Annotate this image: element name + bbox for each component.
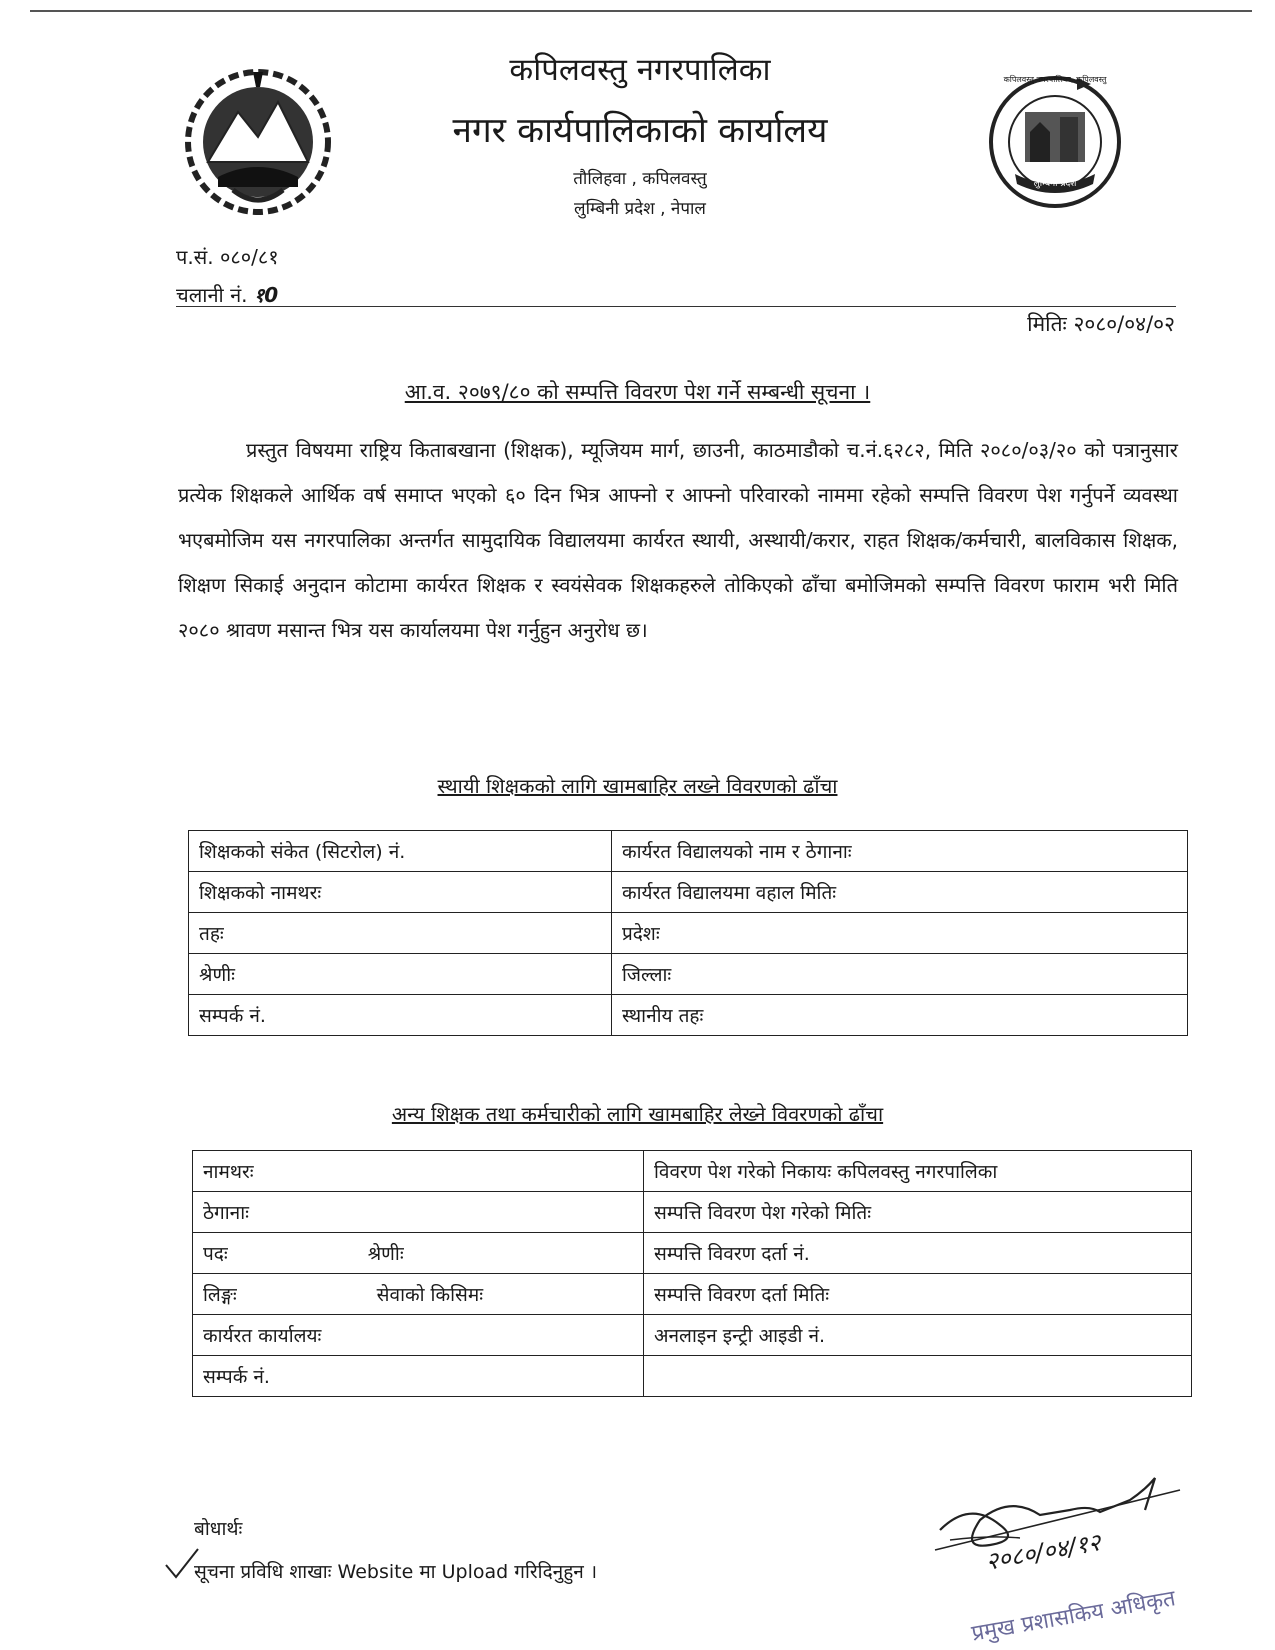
fiscal-reference: प.सं. ०८०/८१ [176, 245, 279, 269]
notice-body: प्रस्तुत विषयमा राष्ट्रिय किताबखाना (शिक्षक), म्यूजियम मार्ग, छाउनी, काठमाडौको च.नं.६२८२, मिति २०८०/०३/२० को पत्रानुसार प्रत्येक शिक्षकले आर्थिक वर्ष समाप्त भएको ६० दिन भित्र आफ्नो र आफ्नो परिवारको नाममा रहेको सम्पत्ति विवरण पेश गर्नुपर्ने व्यवस्था भएबमोजिम यस नगरपालिका अन्तर्गत सामुदायिक विद्यालयमा कार्यरत स्थायी, अस्थायी/करार, राहत शिक्षक/कर्मचारी, बालविकास शिक्षक, शिक्षण सिकाई अनुदान कोटामा कार्यरत शिक्षक र स्वयंसेवक शिक्षकहरुले तोकिएको ढाँचा बमोजिमको सम्पत्ति विवरण फाराम भरी मिति २०८० श्रावण मसान्त भित्र यस कार्यालयमा पेश गर्नुहुन अनुरोध छ। [178, 438, 1178, 642]
table-cell [193, 1274, 644, 1315]
address-line-1: तौलिहवा , कपिलवस्तु [573, 169, 707, 189]
table1-caption-text: स्थायी शिक्षकको लागि खामबाहिर लख्ने विवरणको ढाँचा [437, 774, 838, 798]
table-cell: कार्यरत विद्यालयको नाम र ठेगानाः [612, 831, 1188, 872]
table-cell: अनलाइन इन्ट्री आइडी नं. [644, 1315, 1192, 1356]
table-row [193, 1356, 1192, 1397]
cell-label: लिङ्गः [203, 1284, 237, 1306]
table-cell [193, 1192, 644, 1233]
table-row [193, 1151, 1192, 1192]
table-cell: जिल्लाः [612, 954, 1188, 995]
nepal-coat-of-arms-icon [178, 62, 338, 222]
dispatch-number [176, 281, 278, 308]
cell-label-2: सेवाको किसिमः [376, 1284, 484, 1306]
municipality-seal-icon [985, 72, 1125, 212]
table-row [189, 872, 1188, 913]
table-cell [644, 1356, 1192, 1397]
table1-caption [0, 772, 1275, 799]
cell-label: कार्यरत कार्यालयः [203, 1325, 322, 1347]
table-cell: सम्पत्ति विवरण दर्ता नं. [644, 1233, 1192, 1274]
table-row [189, 995, 1188, 1036]
subject-text: आ.व. २०७९/८० को सम्पत्ति विवरण पेश गर्ने सम्बन्धी सूचना । [404, 380, 871, 404]
official-stamp: प्रमुख प्रशासकिय अधिकृत [969, 1586, 1178, 1647]
table-cell [193, 1151, 644, 1192]
permanent-teacher-table [188, 830, 1188, 1036]
table-cell: सम्पत्ति विवरण दर्ता मितिः [644, 1274, 1192, 1315]
cell-label: सम्पर्क नं. [203, 1366, 270, 1388]
cell-label: नामथरः [203, 1161, 254, 1183]
table-cell: सम्पत्ति विवरण पेश गरेको मितिः [644, 1192, 1192, 1233]
office-name: नगर कार्यपालिकाको कार्यालय [452, 111, 828, 151]
table-row [193, 1233, 1192, 1274]
table-cell: तहः [189, 913, 612, 954]
table-cell: श्रेणीः [189, 954, 612, 995]
table-cell: सम्पर्क नं. [189, 995, 612, 1036]
table-row [189, 954, 1188, 995]
address-line-2: लुम्बिनी प्रदेश , नेपाल [574, 199, 706, 219]
letter-date: मितिः २०८०/०४/०२ [1027, 312, 1175, 336]
table-cell [193, 1356, 644, 1397]
top-border-line [30, 10, 1252, 12]
signature-date: २०८०/०४/१२ [983, 1528, 1103, 1576]
table-cell [193, 1315, 644, 1356]
table-cell: शिक्षकको संकेत (सिटरोल) नं. [189, 831, 612, 872]
cc-label: बोधार्थः [194, 1518, 243, 1540]
cell-label: ठेगानाः [203, 1202, 249, 1224]
cc-line: सूचना प्रविधि शाखाः Website मा Upload गरिदिनुहुन । [194, 1561, 598, 1583]
seal-text: कपिलवस्तु नगरपालिका, कपिलवस्तु [1003, 75, 1107, 84]
table-row [189, 831, 1188, 872]
table-cell: कार्यरत विद्यालयमा वहाल मितिः [612, 872, 1188, 913]
other-staff-table [192, 1150, 1192, 1397]
cell-label: पदः [203, 1243, 228, 1265]
table-row [189, 913, 1188, 954]
notice-subject [0, 378, 1275, 406]
table-cell: स्थानीय तहः [612, 995, 1188, 1036]
header-rule [176, 306, 1176, 307]
municipality-name: कपिलवस्तु नगरपालिका [509, 52, 771, 88]
table-cell: शिक्षकको नामथरः [189, 872, 612, 913]
dispatch-label: चलानी नं. [176, 283, 248, 307]
cell-label-2: श्रेणीः [367, 1243, 404, 1265]
table2-caption [0, 1100, 1275, 1127]
seal-footer: लुम्बिनी प्रदेश [1033, 179, 1077, 189]
table-cell: विवरण पेश गरेको निकायः कपिलवस्तु नगरपालिका [644, 1151, 1192, 1192]
table-row [193, 1192, 1192, 1233]
table-row [193, 1274, 1192, 1315]
table2-caption-text: अन्य शिक्षक तथा कर्मचारीको लागि खामबाहिर लेख्ने विवरणको ढाँचा [391, 1102, 884, 1126]
check-mark-icon [162, 1545, 202, 1585]
dispatch-value: १0 [253, 283, 279, 307]
table-cell [193, 1233, 644, 1274]
table-cell: प्रदेशः [612, 913, 1188, 954]
table-row [193, 1315, 1192, 1356]
